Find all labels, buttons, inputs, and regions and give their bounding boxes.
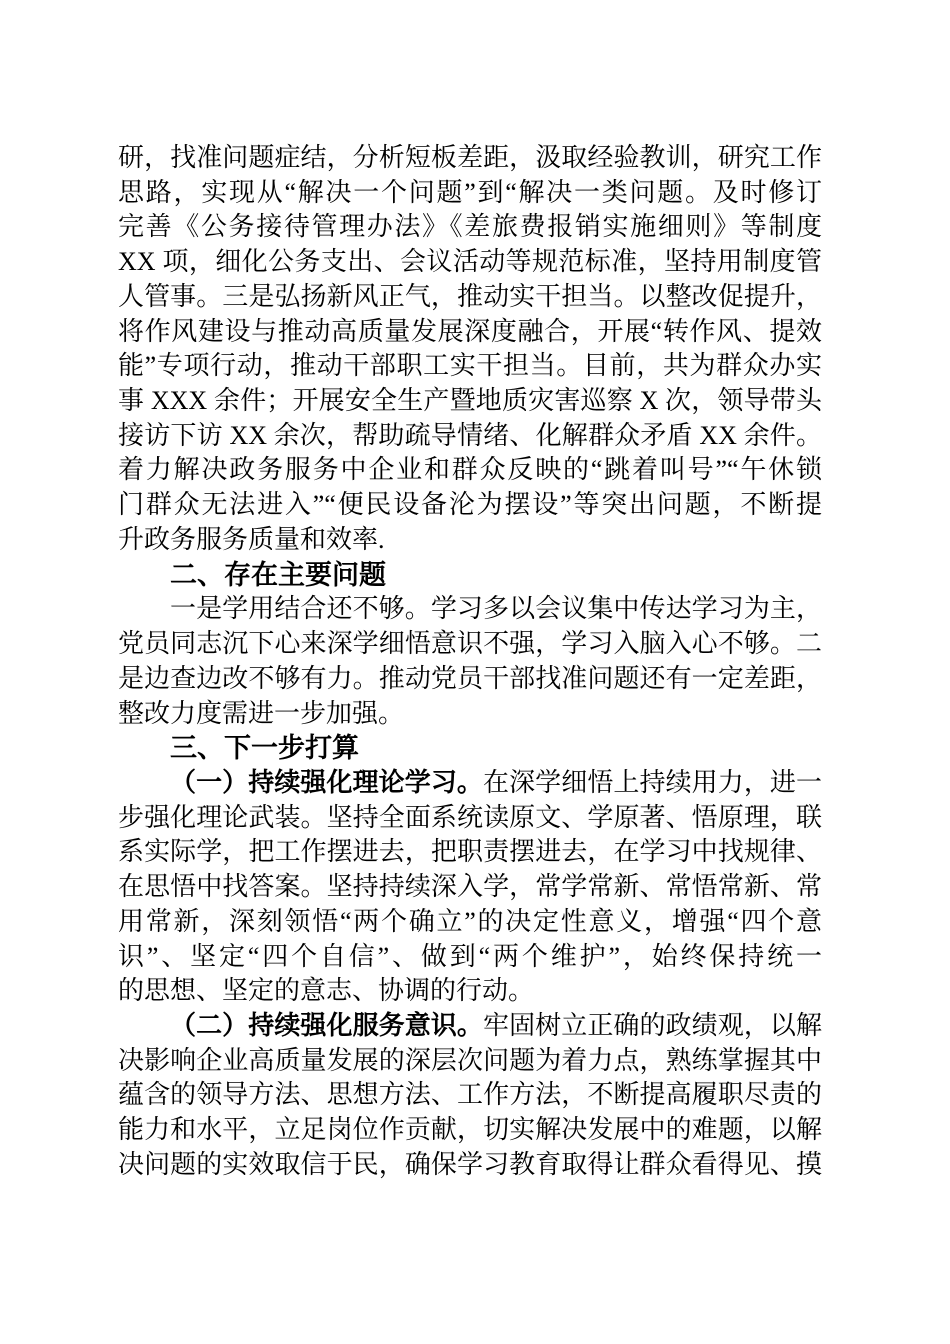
text-line (118, 280, 822, 315)
text-line (118, 766, 822, 801)
text-line (118, 315, 822, 350)
text-line (118, 627, 822, 662)
line-text: 识”、坚定“四个自信”、做到“两个维护”，始终保持统一 (118, 941, 822, 971)
line-text: 着力解决政务服务中企业和群众反映的“跳着叫号”“午休锁 (118, 455, 822, 485)
line-text: 在深学细悟上持续用力，进一 (483, 767, 822, 797)
line-text: 一是学用结合还不够。学习多以会议集中传达学习为主， (170, 594, 822, 624)
section-heading-2 (118, 558, 822, 593)
text-line (118, 349, 822, 384)
line-text: 党员同志沉下心来深学细悟意识不强，学习入脑入心不够。二 (118, 629, 822, 659)
line-text: 整改力度需进一步加强。 (118, 698, 405, 728)
section-heading-3 (118, 731, 822, 766)
text-line (118, 176, 822, 211)
line-text: 步强化理论武装。坚持全面系统读原文、学原著、悟原理，联 (118, 802, 822, 832)
text-line (118, 141, 822, 176)
line-text: 升政务服务质量和效率. (118, 524, 385, 554)
text-line (118, 1078, 822, 1113)
line-text: 能力和水平，立足岗位作贡献，切实解决发展中的难题，以解 (118, 1115, 822, 1145)
text-line (118, 245, 822, 280)
text-line (118, 1044, 822, 1079)
document-body (118, 141, 822, 1183)
text-line (118, 453, 822, 488)
line-text: 的思想、坚定的意志、协调的行动。 (118, 976, 535, 1006)
text-line (118, 419, 822, 454)
line-text: XX 项，细化公务支出、会议活动等规范标准，坚持用制度管 (118, 247, 822, 277)
text-line (118, 592, 822, 627)
line-text: 能”专项行动，推动干部职工实干担当。目前，共为群众办实 (118, 351, 822, 381)
line-text: 牢固树立正确的政绩观，以解 (483, 1010, 822, 1040)
line-text: 人管事。三是弘扬新风正气，推动实干担当。以整改促提升， (118, 281, 822, 311)
line-text: 在思悟中找答案。坚持持续深入学，常学常新、常悟常新、常 (118, 872, 822, 902)
text-line (118, 384, 822, 419)
line-text: 完善《公务接待管理办法》《差旅费报销实施细则》等制度 (118, 212, 822, 242)
text-line (118, 940, 822, 975)
text-line (118, 1009, 822, 1044)
subsection-lead: （二）持续强化服务意识。 (170, 1010, 483, 1040)
line-text: 是边查边改不够有力。推动党员干部找准问题还有一定差距， (118, 663, 822, 693)
text-line (118, 662, 822, 697)
line-text: 门群众无法进入”“便民设备沦为摆设”等突出问题，不断提 (118, 490, 822, 520)
text-line (118, 1148, 822, 1183)
text-line (118, 870, 822, 905)
text-line (118, 523, 822, 558)
text-line (118, 835, 822, 870)
line-text: 系实际学，把工作摆进去，把职责摆进去，在学习中找规律、 (118, 837, 822, 867)
line-text: 将作风建设与推动高质量发展深度融合，开展“转作风、提效 (118, 316, 822, 346)
line-text: 事 XXX 余件；开展安全生产暨地质灾害巡察 X 次，领导带头 (118, 386, 822, 416)
text-line (118, 974, 822, 1009)
heading-text: 三、下一步打算 (170, 733, 359, 764)
line-text: 蕴含的领导方法、思想方法、工作方法，不断提高履职尽责的 (118, 1080, 822, 1110)
line-text: 决影响企业高质量发展的深层次问题为着力点，熟练掌握其中 (118, 1045, 822, 1075)
line-text: 思路，实现从“解决一个问题”到“解决一类问题。及时修订 (118, 177, 822, 207)
text-line (118, 488, 822, 523)
text-line (118, 905, 822, 940)
heading-text: 二、存在主要问题 (170, 559, 386, 590)
text-line (118, 801, 822, 836)
text-line (118, 697, 822, 732)
line-text: 接访下访 XX 余次，帮助疏导情绪、化解群众矛盾 XX 余件。 (118, 420, 822, 450)
line-text: 决问题的实效取信于民，确保学习教育取得让群众看得见、摸 (118, 1149, 822, 1179)
text-line (118, 210, 822, 245)
line-text: 用常新，深刻领悟“两个确立”的决定性意义，增强“四个意 (118, 906, 822, 936)
subsection-lead: （一）持续强化理论学习。 (170, 767, 483, 797)
text-line (118, 1113, 822, 1148)
line-text: 研，找准问题症结，分析短板差距，汲取经验教训，研究工作 (118, 143, 822, 172)
